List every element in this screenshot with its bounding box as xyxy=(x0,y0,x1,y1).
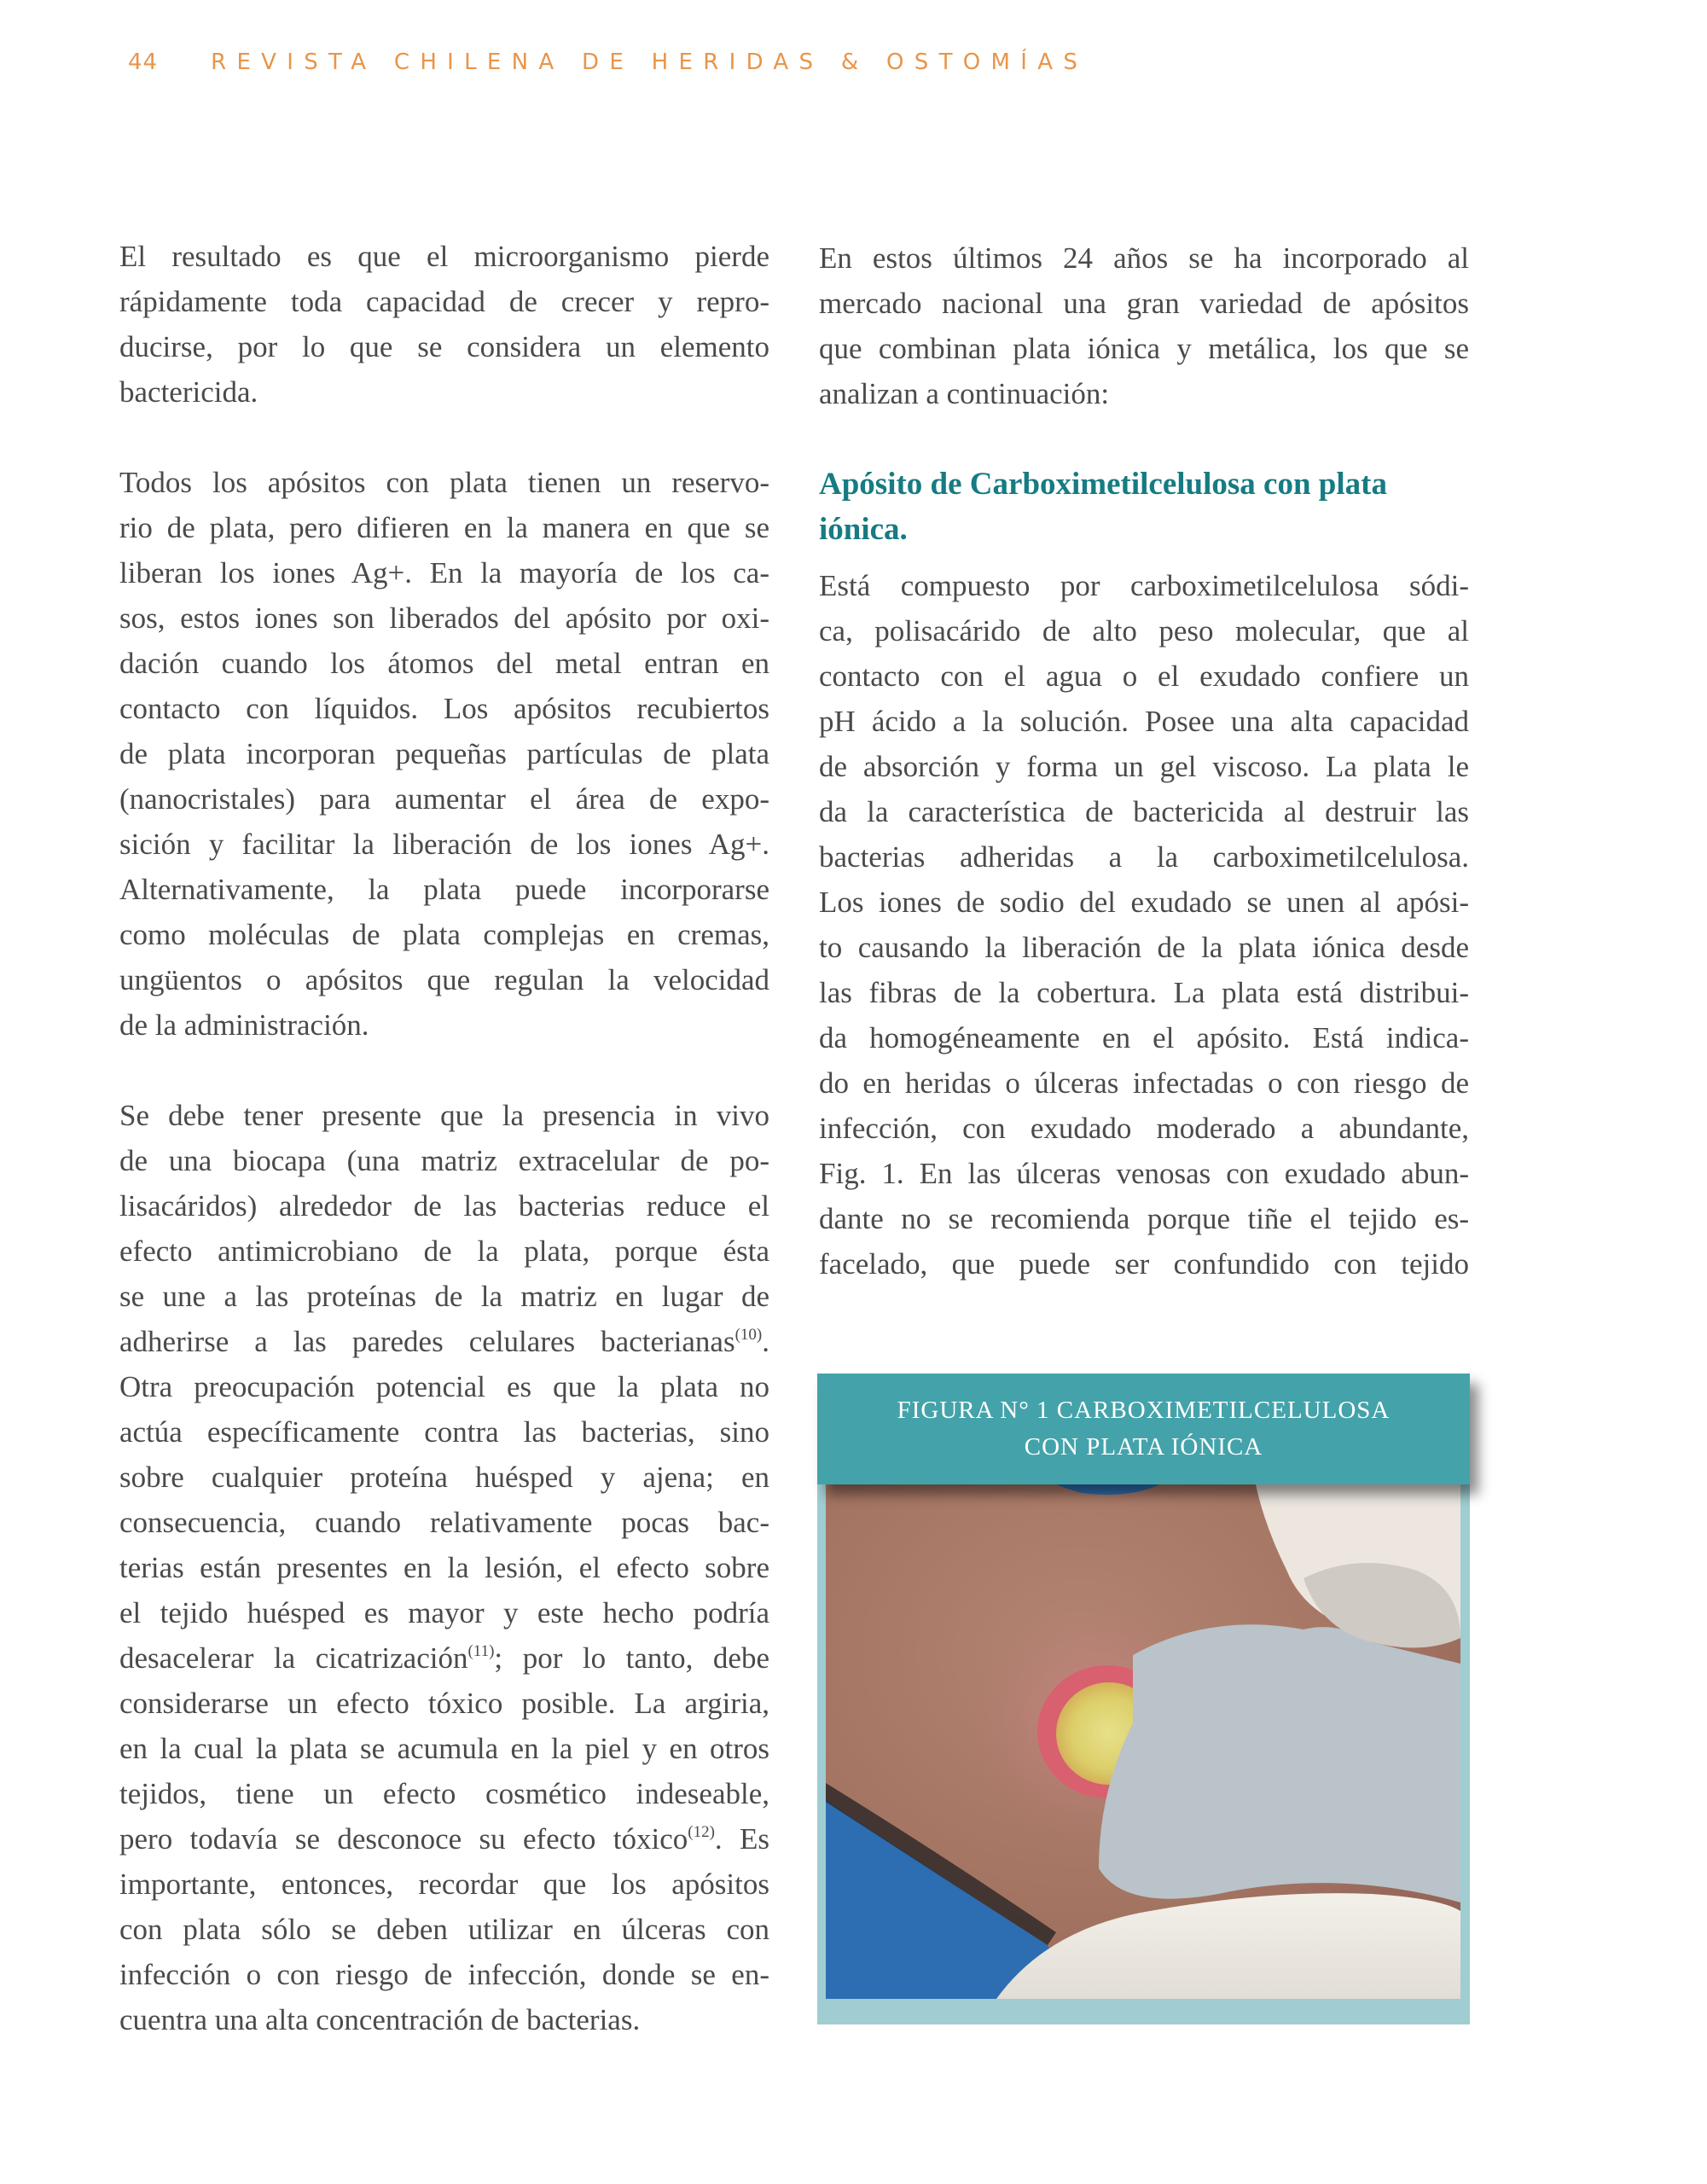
text-line: El resultado es que el microorganismo pierde xyxy=(119,240,769,273)
text-line: sos, estos iones son liberados del apósito por oxi- xyxy=(119,601,769,635)
text-line: contacto con el agua o el exudado confiere un xyxy=(819,659,1469,693)
text-line: con plata sólo se deben utilizar en úlceras con xyxy=(119,1913,769,1946)
text-line: considerarse un efecto tóxico posible. La argiria, xyxy=(119,1687,769,1720)
page-number: 44 xyxy=(128,49,159,75)
text-line-with-reference xyxy=(119,1816,769,1862)
figure-caption xyxy=(817,1374,1470,1484)
text-line: se une a las proteínas de la matriz en lugar de xyxy=(119,1280,769,1313)
text-line: mercado nacional una gran variedad de apósitos xyxy=(819,287,1469,320)
section-heading: Apósito de Carboximetilcelulosa con plata xyxy=(819,467,1387,502)
text-segment: . Es xyxy=(714,1822,769,1856)
text-segment: desacelerar la cicatrización xyxy=(119,1641,468,1675)
caption-line: CON PLATA IÓNICA xyxy=(1024,1433,1263,1461)
silver-dressing xyxy=(1099,1624,1460,1902)
text-line: (nanocristales) para aumentar el área de expo- xyxy=(119,782,769,816)
text-line: el tejido huésped es mayor y este hecho podría xyxy=(119,1596,769,1629)
text-line: do en heridas o úlceras infectadas o con riesgo de xyxy=(819,1066,1469,1100)
text-line: facelado, que puede ser confundido con tejido xyxy=(819,1247,1469,1281)
text-line: infección o con riesgo de infección, donde se en- xyxy=(119,1958,769,1991)
text-line: efecto antimicrobiano de la plata, porque ésta xyxy=(119,1234,769,1268)
text-line: Fig. 1. En las úlceras venosas con exudado abun- xyxy=(819,1157,1469,1190)
text-line: analizan a continuación: xyxy=(819,377,1110,410)
text-line: En estos últimos 24 años se ha incorporado al xyxy=(819,241,1469,275)
figure-1 xyxy=(817,1374,1470,2024)
text-line: pH ácido a la solución. Posee una alta capacidad xyxy=(819,705,1469,738)
text-segment: adherirse a las paredes celulares bacterianas xyxy=(119,1325,735,1358)
wound-dressing-photo xyxy=(826,1467,1460,1999)
text-line: de la administración. xyxy=(119,1008,369,1042)
running-header xyxy=(128,49,1088,78)
text-line: cuentra una alta concentración de bacterias. xyxy=(119,2003,641,2036)
citation-ref-10: (10) xyxy=(734,1326,763,1344)
text-line: da la característica de bactericida al destruir las xyxy=(819,795,1469,828)
text-line: ducirse, por lo que se considera un elemento xyxy=(119,330,769,363)
text-line: de una biocapa (una matriz extracelular de po- xyxy=(119,1144,769,1177)
text-line: dante no se recomienda porque tiñe el tejido es- xyxy=(819,1202,1469,1235)
citation-ref-11: (11) xyxy=(467,1642,495,1660)
text-line: actúa específicamente contra las bacterias, sino xyxy=(119,1415,769,1449)
text-line: bactericida. xyxy=(119,375,258,409)
text-line: las fibras de la cobertura. La plata está distribui- xyxy=(819,976,1469,1009)
text-line: ca, polisacárido de alto peso molecular, que al xyxy=(819,614,1469,648)
text-line: de absorción y forma un gel viscoso. La plata le xyxy=(819,750,1469,783)
text-line: terias están presentes en la lesión, el efecto sobre xyxy=(119,1551,769,1584)
text-line: infección, con exudado moderado a abundante, xyxy=(819,1112,1469,1145)
text-line: que combinan plata iónica y metálica, los que se xyxy=(819,332,1469,365)
text-line: dación cuando los átomos del metal entran en xyxy=(119,647,769,680)
photo-illustration xyxy=(826,1467,1460,1999)
text-segment: ; por lo tanto, debe xyxy=(494,1641,769,1675)
text-segment: pero todavía se desconoce su efecto tóxico xyxy=(119,1822,688,1856)
text-line: Alternativamente, la plata puede incorporarse xyxy=(119,873,769,906)
text-line: en la cual la plata se acumula en la piel y en otros xyxy=(119,1732,769,1765)
text-line: como moléculas de plata complejas en cremas, xyxy=(119,918,769,951)
text-line: da homogéneamente en el apósito. Está indica- xyxy=(819,1021,1469,1054)
text-line: tejidos, tiene un efecto cosmético indeseable, xyxy=(119,1777,769,1810)
text-line-with-reference xyxy=(119,1635,769,1681)
text-line: lisacáridos) alrededor de las bacterias reduce el xyxy=(119,1189,769,1223)
text-line: sobre cualquier proteína huésped y ajena; en xyxy=(119,1461,769,1494)
citation-ref-12: (12) xyxy=(688,1823,715,1841)
text-line: Se debe tener presente que la presencia in vivo xyxy=(119,1099,769,1132)
text-line: consecuencia, cuando relativamente pocas bac- xyxy=(119,1506,769,1539)
text-line: Todos los apósitos con plata tienen un reservo- xyxy=(119,466,769,499)
caption-line: FIGURA N° 1 CARBOXIMETILCELULOSA xyxy=(897,1397,1391,1424)
text-line: bacterias adheridas a la carboximetilcelulosa. xyxy=(819,840,1469,874)
text-line: sición y facilitar la liberación de los iones Ag+. xyxy=(119,828,769,861)
text-line: ungüentos o apósitos que regulan la velocidad xyxy=(119,963,769,996)
text-line: Está compuesto por carboximetilcelulosa sódi- xyxy=(819,569,1469,602)
text-line: Otra preocupación potencial es que la plata no xyxy=(119,1370,769,1403)
journal-title: REVISTA CHILENA DE HERIDAS & OSTOMÍAS xyxy=(211,49,1089,75)
text-line: Los iones de sodio del exudado se unen al apósi- xyxy=(819,886,1469,919)
text-line: de plata incorporan pequeñas partículas de plata xyxy=(119,737,769,770)
text-line: to causando la liberación de la plata iónica desde xyxy=(819,931,1469,964)
text-segment: . xyxy=(762,1325,769,1358)
text-line: contacto con líquidos. Los apósitos recubiertos xyxy=(119,692,769,725)
text-line: rio de plata, pero difieren en la manera en que se xyxy=(119,511,769,544)
text-line: importante, entonces, recordar que los apósitos xyxy=(119,1867,769,1901)
text-line-with-reference xyxy=(119,1319,769,1364)
section-heading: iónica. xyxy=(819,512,908,547)
text-line: rápidamente toda capacidad de crecer y repro- xyxy=(119,285,769,318)
text-line: liberan los iones Ag+. En la mayoría de los ca- xyxy=(119,556,769,590)
